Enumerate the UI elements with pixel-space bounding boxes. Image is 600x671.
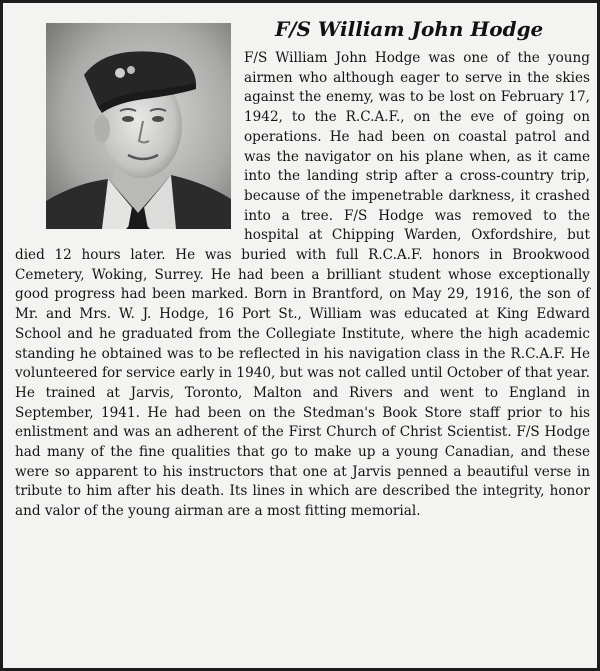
article-title: F/S William John Hodge (275, 17, 544, 41)
photo-wrap-spacer (15, 49, 244, 239)
article-body-text: F/S William John Hodge was one of the young airmen who although eager to serve in the skies against the enemy, was to be lost on February 17, 1942, to the R.C.A.F., on the eve of going on operations. He had been on coastal patrol and was the navigator on his plane when, as it came into the landing strip after a cross-country trip, because of the impenetrable darkness, it crashed into a tree. F/S Hodge was removed to the hospital at Chipping Warden, Oxfordshire, but died 12 hours later. He was buried with full R.C.A.F. honors in Brookwood Cemetery, Woking, Surrey. He had been a brilliant student whose exceptionally good progress had been marked. Born in Brantford, on May 29, 1916, the son of Mr. and Mrs. W. J. Hodge, 16 Port St., William was educated at King Edward School and he graduated from the Collegiate Institute, where the high academic standing he obtained was to be reflected in his navigation class in the R.C.A.F. He volunteered for service early in 1940, but was not called until October of that year. He trained at Jarvis, Toronto, Malton and Rivers and went to England in September, 1941. He had been on the Stedman's Book Store staff prior to his enlistment and was an adherent of the First Church of Christ Scientist. F/S Hodge had many of the fine qualities that go to make up a young Canadian, and these were so apparent to his instructors that one at Jarvis penned a beautiful verse in tribute to him after his death. Its lines in which are described the integrity, honor and valor of the young airman are a most fitting memorial. (15, 50, 590, 520)
article-body (15, 49, 590, 522)
